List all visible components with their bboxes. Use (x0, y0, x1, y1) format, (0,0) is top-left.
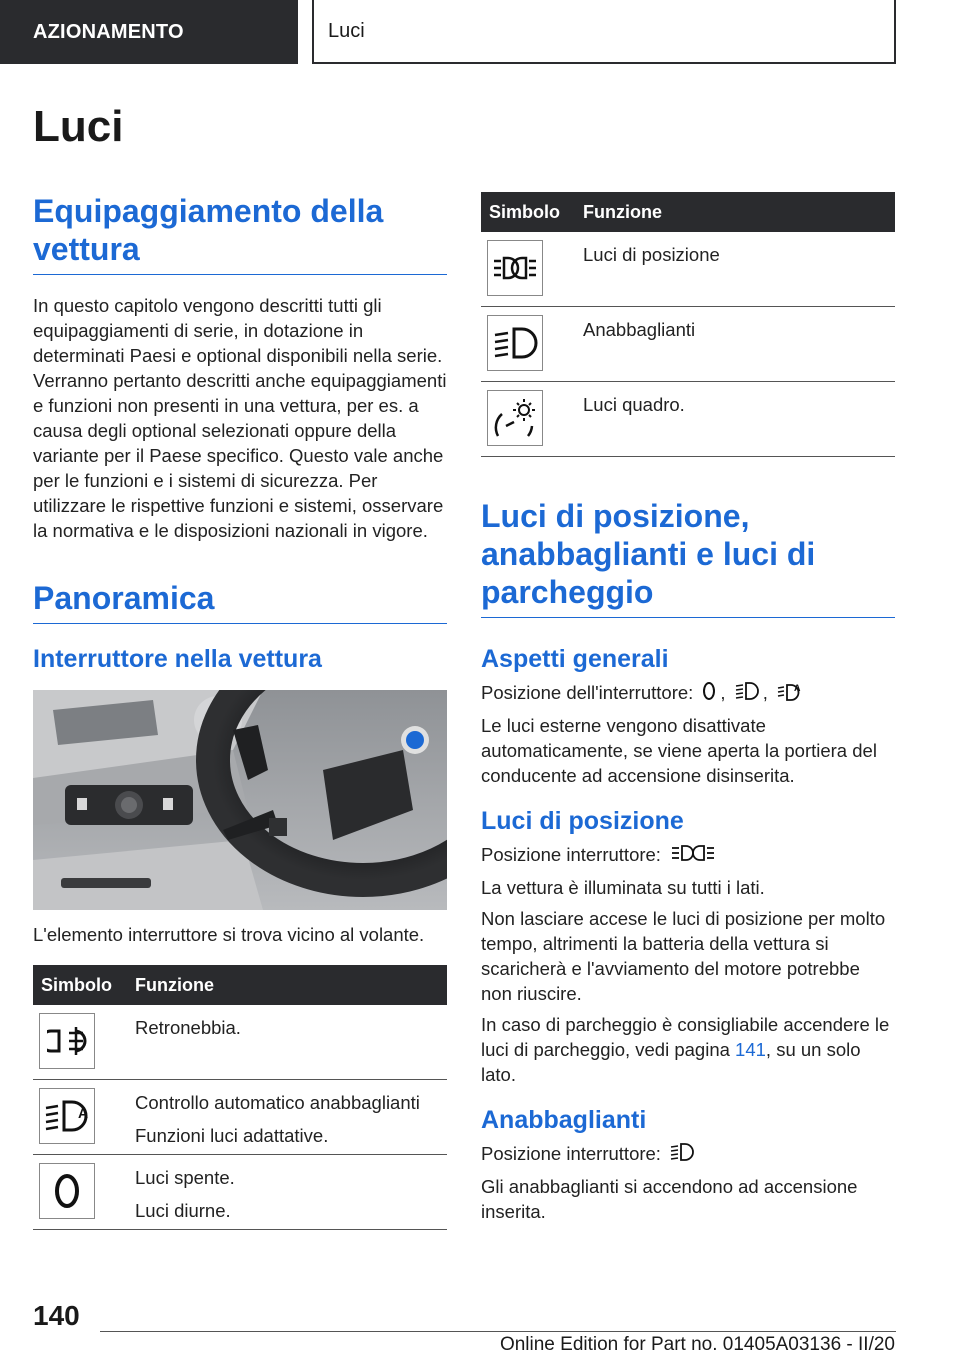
low-beam-icon (735, 681, 759, 707)
parking-lights-icon (487, 240, 543, 296)
right-column (481, 192, 895, 1224)
footer-divider (100, 1331, 896, 1332)
page-link[interactable]: 141 (735, 1039, 766, 1061)
col-symbol-header: Simbolo (481, 192, 583, 232)
table-row: Luci di posizione (481, 232, 895, 307)
equipment-heading: Equipaggiamento della vettura (33, 192, 447, 275)
table-row: Luci spente. Luci diurne. (33, 1155, 447, 1230)
equipment-text: In questo capitolo vengono descritti tutti gli equipaggiamenti di serie, in dotazione in determinati Paesi e optional disponibili nella serie. Verranno pertanto descritti anche equipaggiamenti e funzioni non presenti in una vettura, per es. a causa degli optional selezionati oppure della variante per il Paese specifico. Questo vale anche per le funzioni e i sistemi di sicurezza. Per utilizzare le rispettive funzioni e sistemi, osservare la normativa e le disposizioni nazionali in vigore. (33, 295, 447, 541)
rear-fog-light-icon (39, 1013, 95, 1069)
left-column (33, 100, 447, 1230)
table-row: Anabbaglianti (481, 307, 895, 382)
lights-off-icon (39, 1163, 95, 1219)
dashboard-switch-photo (33, 690, 447, 910)
table-row: A Controllo automatico anabbaglianti Funzioni luci adattative. (33, 1080, 447, 1155)
low-beam-icon (670, 1142, 694, 1168)
low-beam-switch-position: Posizione interruttore: (481, 1141, 895, 1168)
header-section: AZIONAMENTO (0, 0, 298, 64)
parking-lights-icon (670, 843, 716, 869)
col-symbol-header: Simbolo (33, 965, 135, 1005)
lights-off-icon (702, 681, 716, 707)
symbols-table-left (33, 965, 447, 1230)
header-chapter: Luci (312, 0, 896, 64)
edition-note: Online Edition for Part no. 01405A03136 - II/20 (499, 1334, 895, 1355)
low-beam-icon (487, 315, 543, 371)
automatic-headlight-icon (777, 681, 803, 707)
low-beam-heading: Anabbaglianti (481, 1106, 647, 1135)
col-function-header: Funzione (135, 965, 447, 1005)
parking-text-2: Non lasciare accese le luci di posizione per molto tempo, altrimenti la batteria della vettura si scaricherà e l'avviamento del motore potrebbe non riuscire. (481, 908, 886, 1005)
overview-heading: Panoramica (33, 579, 447, 624)
general-text: Le luci esterne vengono disattivate automaticamente, se viene aperta la portiera del conducente ad accensione disinserita. (481, 715, 877, 787)
table-row: Retronebbia. (33, 1005, 447, 1080)
symbols-table-right (481, 192, 895, 457)
low-beam-text: Gli anabbaglianti si accendono ad accensione inserita. (481, 1176, 858, 1223)
page-number: 140 (33, 1300, 80, 1331)
parking-text-1: La vettura è illuminata su tutti i lati. (481, 877, 765, 899)
lights-section-heading: Luci di posizione, anabbaglianti e luci di parcheggio (481, 497, 895, 618)
svg-text:A: A (78, 1105, 89, 1121)
instrument-lighting-icon (487, 390, 543, 446)
automatic-headlight-icon (39, 1088, 95, 1144)
col-function-header: Funzione (583, 192, 895, 232)
general-heading: Aspetti generali (481, 645, 669, 673)
parking-switch-position: Posizione interruttore: (481, 842, 895, 869)
general-switch-positions: Posizione dell'interruttore: , , A (481, 680, 895, 707)
page-title: Luci (33, 102, 124, 151)
parking-text-3: In caso di parcheggio è consigliabile accendere le luci di parcheggio, vedi pagina 141, su un solo lato. (481, 1014, 890, 1086)
table-row: Luci quadro. (481, 382, 895, 457)
svg-text:A: A (793, 683, 801, 694)
switch-location-caption: L'elemento interruttore si trova vicino al volante. (33, 924, 425, 945)
dashboard-photo-image (33, 690, 447, 910)
switch-heading: Interruttore nella vettura (33, 645, 322, 673)
parking-lights-heading: Luci di posizione (481, 807, 684, 836)
